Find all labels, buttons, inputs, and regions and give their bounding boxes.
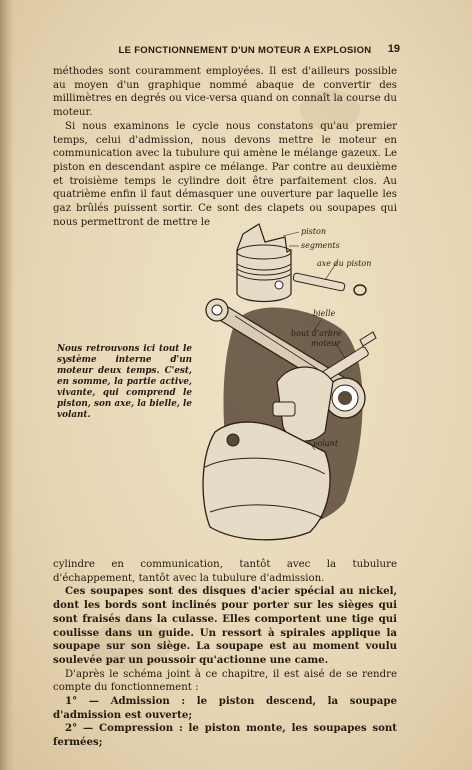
list-item-admission: 1° — Admission : le piston descend, la soupape d'admission est ouverte; — [53, 695, 397, 721]
piston-pin-shape — [293, 273, 366, 295]
label-bout-d-arbre: bout d'arbre — [291, 329, 342, 338]
running-title: LE FONCTIONNEMENT D'UN MOTEUR A EXPLOSION — [118, 45, 372, 56]
page-number: 19 — [387, 43, 400, 55]
label-piston: piston — [301, 227, 326, 236]
paragraph: méthodes sont couramment employées. Il est d'ailleurs possible au moyen d'un graphique nommé abaque de convertir des millimètres en degrés ou vice-versa quand on connaît la course du moteur. — [53, 66, 397, 119]
label-axe-du-piston: axe du piston — [317, 259, 372, 268]
paragraph: Ces soupapes sont des disques d'acier spécial au nickel, dont les bords sont inclinés pour porter sur les sièges qui sont fraisés dans la culasse. Elles comportent une tige qui coulisse dans un guide. Un ressort à spirales applique la soupape sur son siège. La soupape est au moment voulu soulevée par un poussoir qu'actionne une came. — [53, 585, 397, 666]
paragraph: cylindre en communication, tantôt avec la tubulure d'échappement, tantôt avec la tubulure d'admission. — [53, 559, 397, 584]
piston-shape — [237, 224, 291, 302]
label-segments: segments — [301, 241, 340, 250]
paragraph: Si nous examinons le cycle nous constatons qu'au premier temps, celui d'admission, nous devons mettre le moteur en communication avec la tubulure qui amène le mélange gazeux. Le piston en descendant aspire ce mélange. Par contre au deuxième et troisième temps le cylindre doit être parfaitement clos. Au quatrième enfin il faut démasquer une ouverture par laquelle les gaz brûlés puissent sortir. Ce sont des clapets ou soupapes qui nous permettront de mettre le — [53, 120, 397, 228]
piston-connecting-rod-flywheel-drawing — [195, 212, 395, 552]
list-item-compression: 2° — Compression : le piston monte, les soupapes sont fermées; — [53, 722, 397, 749]
label-volant: volant — [313, 439, 339, 448]
figure-caption: Nous retrouvons ici tout le système interne d'un moteur deux temps. C'est, en somme, la partie active, vivante, qui comprend le piston, son axe, la bielle, le volant. — [57, 344, 192, 420]
top-text-block — [53, 65, 397, 229]
label-bielle: bielle — [313, 309, 336, 318]
bottom-text-block — [53, 558, 397, 750]
paragraph: D'après le schéma joint à ce chapitre, il est aisé de se rendre compte du fonctionnement : — [53, 668, 397, 694]
label-moteur: moteur — [311, 339, 341, 348]
engine-illustration — [195, 212, 395, 552]
page-binding-shadow — [0, 0, 14, 770]
